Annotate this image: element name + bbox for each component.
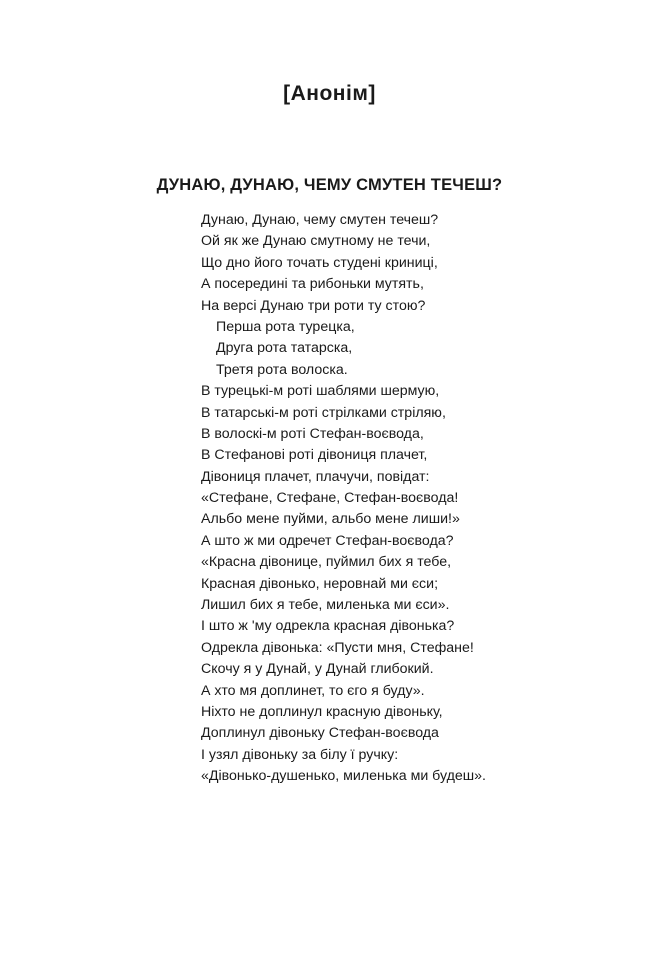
poem-line: А што ж ми одречет Стефан-воєвода?: [201, 532, 454, 549]
poem-line: Перша рота турецка,: [216, 318, 355, 335]
poem-line: А хто мя доплинет, то єго я буду».: [201, 682, 425, 699]
poem-title: ДУНАЮ, ДУНАЮ, ЧЕМУ СМУТЕН ТЕЧЕШ?: [156, 176, 503, 194]
poem-line: Альбо мене пуйми, альбо мене лиши!»: [201, 511, 460, 528]
poem-line: А посередині та рибоньки мутять,: [201, 276, 424, 293]
poem-line: «Стефане, Стефане, Стефан-воєвода!: [201, 490, 459, 507]
poem-line: На версі Дунаю три роти ту стою?: [201, 297, 426, 314]
poem-line: Ніхто не доплинул красную дівоньку,: [201, 703, 443, 720]
poem-line: Третя рота волоска.: [216, 361, 348, 378]
poem-line: Дунаю, Дунаю, чему смутен течеш?: [201, 212, 439, 228]
poem-line: В волоскі-м роті Стефан-воєвода,: [201, 425, 424, 442]
poem-line: «Красна дівонице, пуймил бих я тебе,: [201, 554, 452, 571]
author-heading: [Анонім]: [283, 82, 376, 105]
poem-line: В Стефанові роті дівониця плачет,: [201, 447, 428, 464]
poem-line: Скочу я у Дунай, у Дунай глибокий.: [201, 661, 434, 678]
poem-line: Одрекла дівонька: «Пусти мня, Стефане!: [201, 639, 474, 656]
poem-line: Дівониця плачет, плачучи, повідат:: [201, 468, 430, 485]
poem-line: І узял дівоньку за білу ї ручку:: [201, 746, 399, 763]
poem-line: Ой як же Дунаю смутному не течи,: [201, 233, 431, 250]
poem-line: Друга рота татарска,: [216, 340, 353, 357]
poem-line: «Дівонько-душенько, миленька ми будеш».: [201, 768, 487, 785]
poem-line: Лишил бих я тебе, миленька ми єси».: [201, 597, 450, 614]
poem-line: Красная дівонько, неровнай ми єси;: [201, 575, 439, 592]
poem-line: Що дно його точать студені криниці,: [201, 254, 438, 271]
poem-line: І што ж 'му одрекла красная дівонька?: [201, 618, 455, 635]
poem-line: Доплинул дівоньку Стефан-воєвода: [201, 725, 439, 742]
poem-line: В турецькі-м роті шаблями шермую,: [201, 383, 440, 400]
poem-line: В татарські-м роті стрілками стріляю,: [201, 404, 446, 421]
poem-body: [201, 210, 486, 788]
